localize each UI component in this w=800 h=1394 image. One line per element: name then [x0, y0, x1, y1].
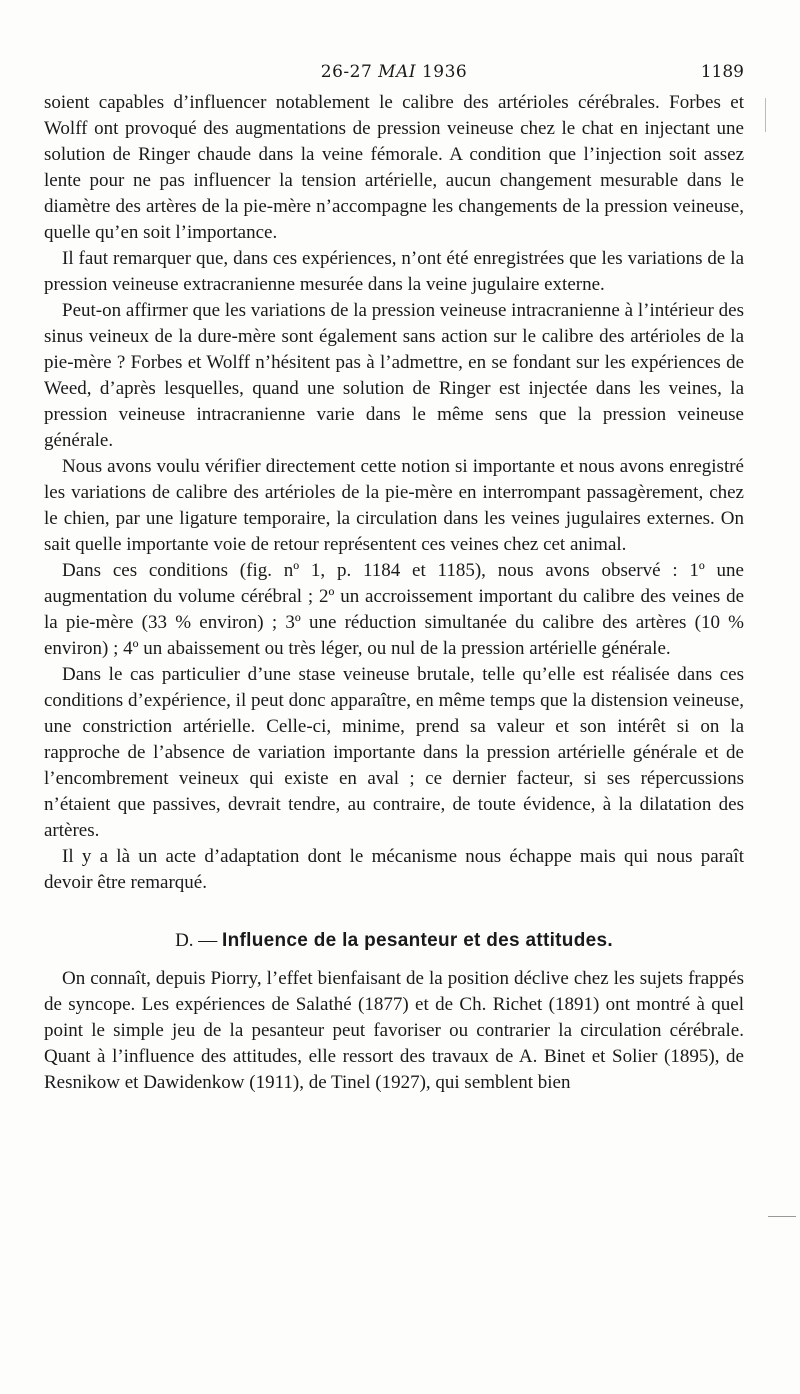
paragraph-7: Il y a là un acte d’adaptation dont le mécanisme nous échappe mais qui nous paraît devoir être remarqué. — [44, 846, 744, 893]
paragraph-2: Il faut remarquer que, dans ces expériences, n’ont été enregistrées que les variations de la pression veineuse extracranienne mesurée dans la veine jugulaire externe. — [44, 248, 744, 295]
running-header — [44, 62, 744, 90]
header-date-day: 26-27 — [320, 62, 373, 82]
margin-rule — [768, 1216, 796, 1217]
header-date-month: MAI — [378, 62, 417, 82]
header-date — [44, 62, 744, 82]
section-label: D. — — [175, 930, 218, 951]
paragraph-3: Peut-on affirmer que les variations de la pression veineuse intracranienne à l’intérieur des sinus veineux de la dure-mère sont également sans action sur le calibre des artérioles de la pie-mère ? Forbes et Wolff n’hésitent pas à l’admettre, en se fondant sur les expériences de Weed, d’après lesquelles, quand une solution de Ringer est injectée dans les veines, la pression veineuse intracranienne varie dans le même sens que la pression veineuse générale. — [44, 300, 744, 451]
paragraph-5: Dans ces conditions (fig. nº 1, p. 1184 et 1185), nous avons observé : 1º une augmentation du volume cérébral ; 2º un accroissement important du calibre des veines de la pie-mère (33 % environ) ; 3º une réduction simultanée du calibre des artères (10 % environ) ; 4º un abaissement ou très léger, ou nul de la pression artérielle générale. — [44, 560, 744, 659]
section-heading — [44, 930, 744, 952]
page — [44, 62, 744, 1096]
paragraph-1: soient capables d’influencer notablement le calibre des artérioles cérébrales. Forbes et Wolff ont provoqué des augmentations de pression veineuse chez le chat en injectant une solution de Ringer chaude dans la veine fémorale. A condition que l’injection soit assez lente pour ne pas influencer la tension artérielle, aucun changement mesurable dans le diamètre des artères de la pie-mère n’accompagne les changements de la pression veineuse, quelle qu’en soit l’importance. — [44, 92, 744, 243]
paragraph-8: On connaît, depuis Piorry, l’effet bienfaisant de la position déclive chez les sujets frappés de syncope. Les expériences de Salathé (1877) et de Ch. Richet (1891) ont montré à quel point le simple jeu de la pesanteur peut favoriser ou contrarier la circulation cérébrale. Quant à l’influence des attitudes, elle ressort des travaux de A. Binet et Solier (1895), de Resnikow et Dawidenkow (1911), de Tinel (1927), qui semblent bien — [44, 968, 744, 1093]
header-date-year: 1936 — [421, 62, 468, 82]
paragraph-4: Nous avons voulu vérifier directement cette notion si importante et nous avons enregistré les variations de calibre des artérioles de la pie-mère en interrompant passagèrement, chez le chien, par une ligature temporaire, la circulation dans les veines jugulaires externes. On sait quelle importante voie de retour représentent ces veines chez cet animal. — [44, 456, 744, 555]
margin-mark — [765, 98, 766, 132]
section-title: Influence de la pesanteur et des attitudes. — [222, 930, 613, 951]
page-number: 1189 — [700, 62, 744, 82]
paragraph-6: Dans le cas particulier d’une stase veineuse brutale, telle qu’elle est réalisée dans ces conditions d’expérience, il peut donc apparaître, en même temps que la distension veineuse, une constriction artérielle. Celle-ci, minime, prend sa valeur et son intérêt si on la rapproche de l’absence de variation importante dans la pression artérielle générale et de l’encombrement veineux qui existe en aval ; ce dernier facteur, si ses répercussions n’étaient que passives, devrait tendre, au contraire, de toute évidence, à la dilatation des artères. — [44, 664, 744, 841]
